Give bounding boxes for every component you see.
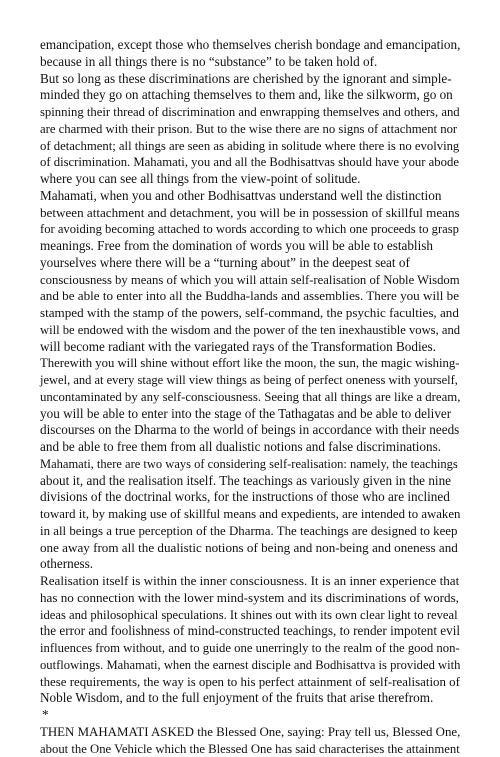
section-separator: *: [40, 707, 460, 724]
text-line: will become radiant with the variegated rays of the Transformation Bodies.: [40, 339, 460, 356]
text-line: between attachment and detachment, you will be in possession of skillful means: [40, 205, 460, 222]
text-line: of discrimination. Mahamati, you and all the Bodhisattvas should have your abode: [40, 154, 460, 171]
text-line: toward it, by making use of skillful means and expedients, are intended to awaken: [40, 506, 460, 523]
text-line: spinning their thread of discrimination and enwrapping themselves and others, and: [40, 104, 460, 121]
document-page: [40, 37, 460, 757]
text-line: has no connection with the lower mind-system and its discriminations of words,: [40, 590, 460, 607]
text-line: divisions of the doctrinal works, for the instructions of those who are inclined: [40, 489, 460, 506]
text-line: where you can see all things from the view-point of solitude.: [40, 171, 460, 188]
text-line: about the One Vehicle which the Blessed One has said characterises the attainment: [40, 741, 460, 757]
text-line: yourselves where there will be a “turning about” in the deepest seat of: [40, 255, 460, 272]
text-line: for avoiding becoming attached to words according to which one proceeds to grasp: [40, 221, 460, 238]
text-line: Mahamati, there are two ways of considering self-realisation: namely, the teachings: [40, 456, 460, 473]
text-line: these requirements, the way is open to his perfect attainment of self-realisation of: [40, 674, 460, 691]
text-line: are charmed with their prison. But to the wise there are no signs of attachment nor: [40, 121, 460, 138]
text-line: one away from all the dualistic notions of being and non-being and oneness and: [40, 540, 460, 557]
text-line: outflowings. Mahamati, when the earnest disciple and Bodhisattva is provided with: [40, 657, 460, 674]
text-line: emancipation, except those who themselves cherish bondage and emancipation,: [40, 37, 460, 54]
text-line: otherness.: [40, 556, 460, 573]
text-line: Mahamati, when you and other Bodhisattvas understand well the distinction: [40, 188, 460, 205]
text-line: of detachment; all things are seen as abiding in solitude where there is no evolving: [40, 138, 460, 155]
text-line: Realisation itself is within the inner consciousness. It is an inner experience that: [40, 573, 460, 590]
text-line: meanings. Free from the domination of words you will be able to establish: [40, 238, 460, 255]
text-line: because in all things there is no “substance” to be taken hold of.: [40, 54, 460, 71]
text-line: uncontaminated by any self-consciousness. Seeing that all things are like a dream,: [40, 389, 460, 406]
text-line: Noble Wisdom, and to the full enjoyment of the fruits that arise therefrom.: [40, 690, 460, 707]
text-line: will be endowed with the wisdom and the power of the ten inexhaustible vows, and: [40, 322, 460, 339]
text-line: discourses on the Dharma to the world of beings in accordance with their needs: [40, 422, 460, 439]
text-line: in all beings a true perception of the Dharma. The teachings are designed to keep: [40, 523, 460, 540]
text-line: and be able to free them from all dualistic notions and false discriminations.: [40, 439, 460, 456]
text-line: jewel, and at every stage will view things as being of perfect oneness with yourself,: [40, 372, 460, 389]
text-line: THEN MAHAMATI ASKED the Blessed One, saying: Pray tell us, Blessed One,: [40, 724, 460, 741]
text-line: about it, and the realisation itself. The teachings as variously given in the nine: [40, 473, 460, 490]
text-line: the error and foolishness of mind-constructed teachings, to render impotent evil: [40, 623, 460, 640]
text-line: minded they go on attaching themselves to them and, like the silkworm, go on: [40, 87, 460, 104]
text-line: But so long as these discriminations are cherished by the ignorant and simple-: [40, 71, 460, 88]
text-line: and be able to enter into all the Buddha-lands and assemblies. There you will be: [40, 288, 460, 305]
text-line: stamped with the stamp of the powers, self-command, the psychic faculties, and: [40, 305, 460, 322]
text-line: you will be able to enter into the stage of the Tathagatas and be able to deliver: [40, 406, 460, 423]
text-line: consciousness by means of which you will attain self-realisation of Noble Wisdom: [40, 272, 460, 289]
text-line: ideas and philosophical speculations. It shines out with its own clear light to reveal: [40, 607, 460, 624]
text-line: influences from without, and to guide one unerringly to the realm of the good non-: [40, 640, 460, 657]
text-line: Therewith you will shine without effort like the moon, the sun, the magic wishing-: [40, 355, 460, 372]
